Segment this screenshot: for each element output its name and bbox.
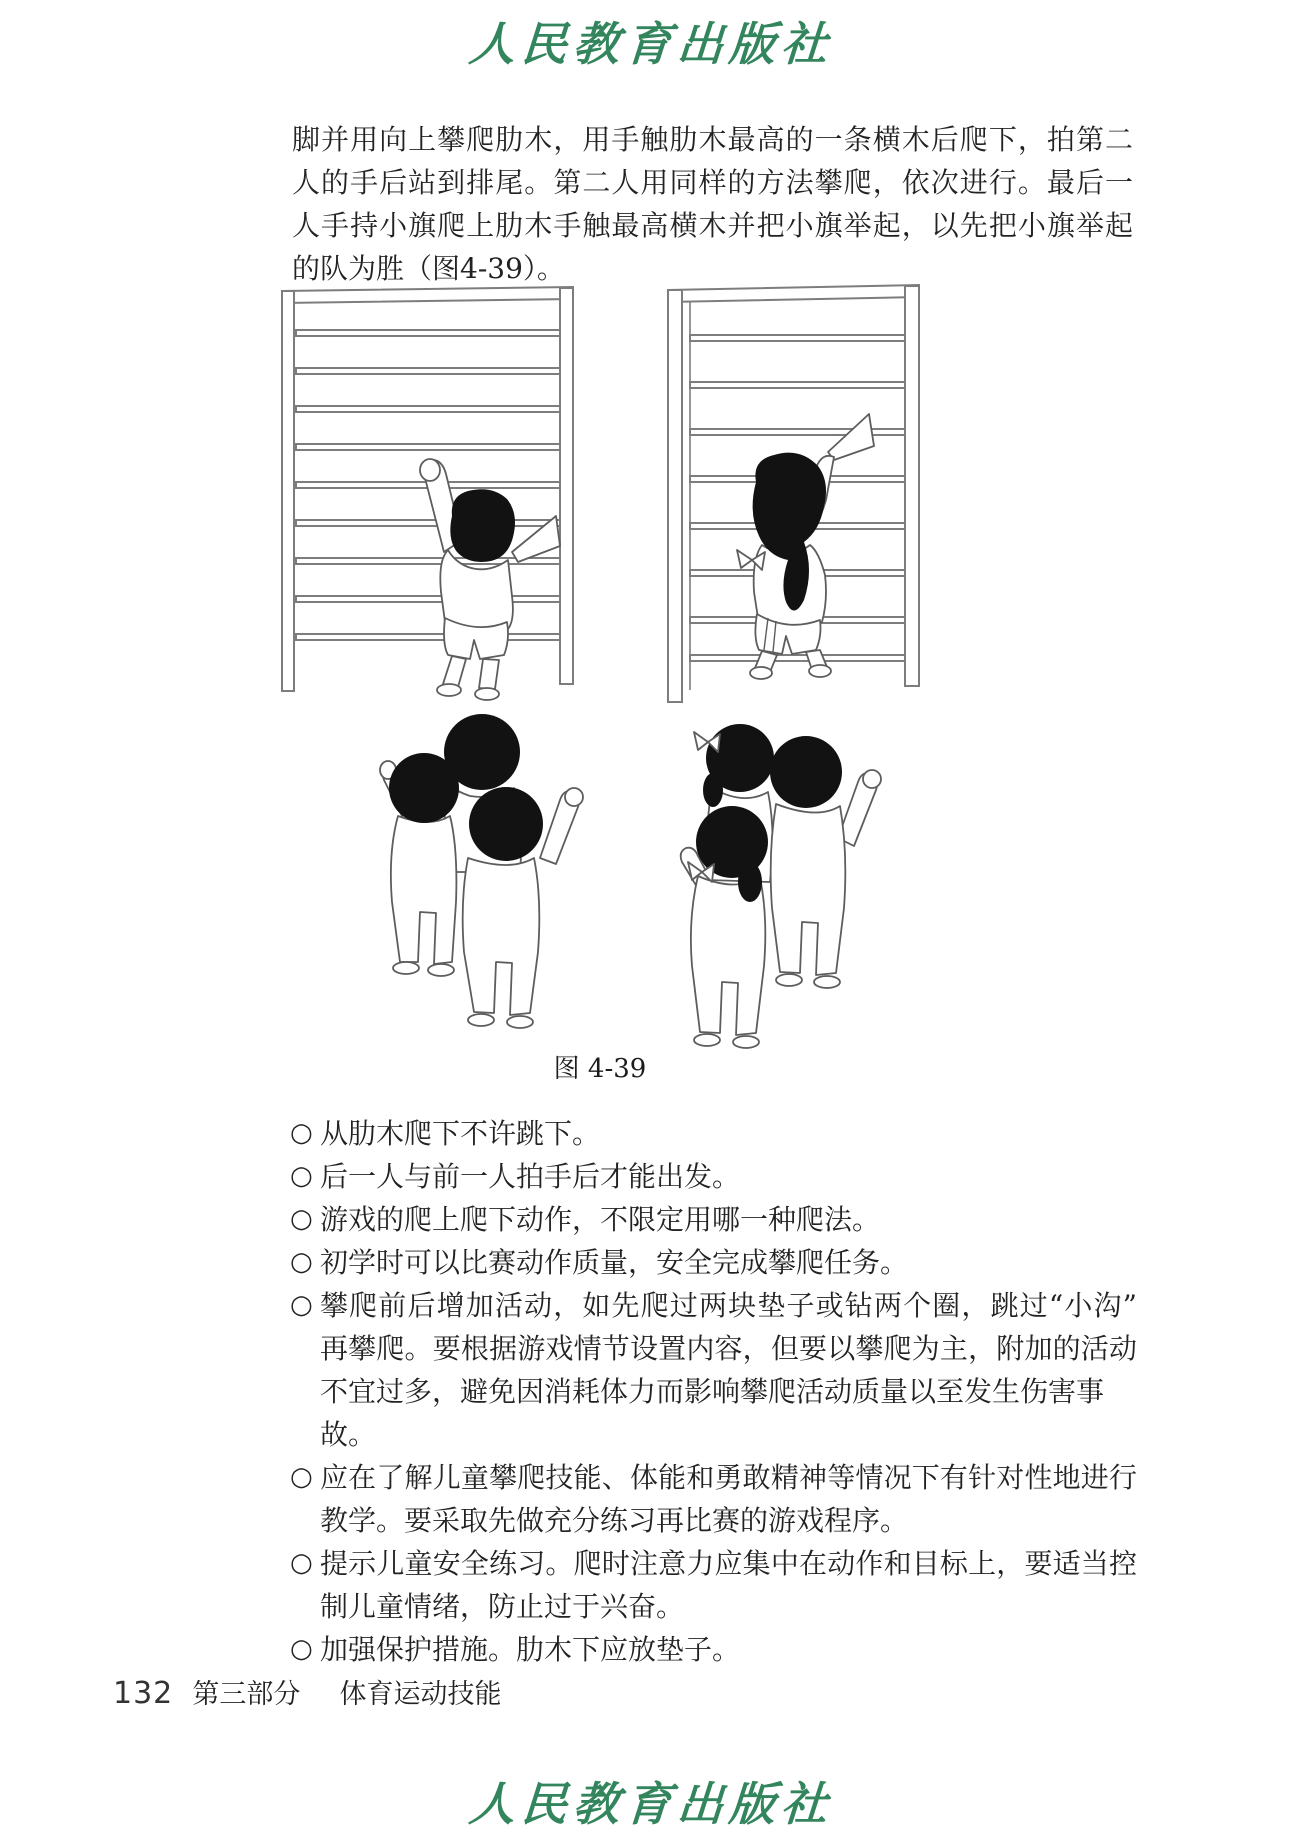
circle-bullet: ○ [290,1462,313,1492]
note-line: 初学时可以比赛动作质量，安全完成攀爬任务。 [320,1246,909,1279]
page-number: 132 [113,1676,174,1711]
circle-bullet: ○ [290,1247,313,1277]
note-line: 游戏的爬上爬下动作，不限定用哪一种爬法。 [320,1203,881,1236]
list-item [292,1155,1137,1198]
climbing-game-drawing [270,280,930,1070]
circle-bullet: ○ [290,1161,313,1191]
intro-line: 的队为胜（图4-39）。 [292,252,565,285]
note-line: 应在了解儿童攀爬技能、体能和勇敢精神等情况下有针对性地进行 [320,1461,1137,1494]
list-item [292,1628,1137,1671]
notes-list [292,1112,1137,1671]
section-label: 第三部分 [192,1679,301,1710]
circle-bullet: ○ [290,1548,313,1578]
intro-paragraph [292,118,1133,290]
list-item [292,1241,1137,1284]
circle-bullet: ○ [290,1634,313,1664]
list-item [292,1284,1137,1456]
publisher-logo-top: 人民教育出版社 [467,17,836,71]
note-line: 不宜过多，避免因消耗体力而影响攀爬活动质量以至发生伤害事故。 [320,1375,1105,1451]
figure-caption: 图 4-39 [553,1054,647,1084]
note-line: 教学。要采取先做充分练习再比赛的游戏程序。 [320,1504,909,1537]
circle-bullet: ○ [290,1118,313,1148]
circle-bullet: ○ [290,1204,313,1234]
list-item [292,1456,1137,1542]
watching-group-left [380,714,583,1028]
figure-4-39-illustration [270,280,930,1070]
note-line: 提示儿童安全练习。爬时注意力应集中在动作和目标上，要适当控 [320,1547,1137,1580]
note-line: 加强保护措施。肋木下应放垫子。 [320,1633,741,1666]
watching-group-right [681,724,881,1048]
list-item [292,1198,1137,1241]
note-line: 后一人与前一人拍手后才能出发。 [320,1160,741,1193]
note-line: 制儿童情绪，防止过于兴奋。 [320,1590,685,1623]
climbing-girl-with-flag [737,414,874,679]
intro-line: 人的手后站到排尾。第二人用同样的方法攀爬，依次进行。最后一 [292,166,1133,199]
publisher-logo-bottom: 人民教育出版社 [467,1777,836,1831]
note-line: 再攀爬。要根据游戏情节设置内容，但要以攀爬为主，附加的活动 [320,1332,1137,1365]
intro-line: 人手持小旗爬上肋木手触最高横木并把小旗举起，以先把小旗举起 [292,209,1133,242]
climbing-boy [420,459,560,700]
circle-bullet: ○ [290,1290,313,1320]
list-item [292,1542,1137,1628]
page-footer [113,1672,501,1711]
intro-line: 脚并用向上攀爬肋木，用手触肋木最高的一条横木后爬下，拍第二 [292,123,1133,156]
list-item [292,1112,1137,1155]
note-line: 攀爬前后增加活动，如先爬过两块垫子或钻两个圈，跳过“小沟” [320,1289,1137,1322]
note-line: 从肋木爬下不许跳下。 [320,1117,601,1150]
section-title: 体育运动技能 [339,1679,502,1710]
